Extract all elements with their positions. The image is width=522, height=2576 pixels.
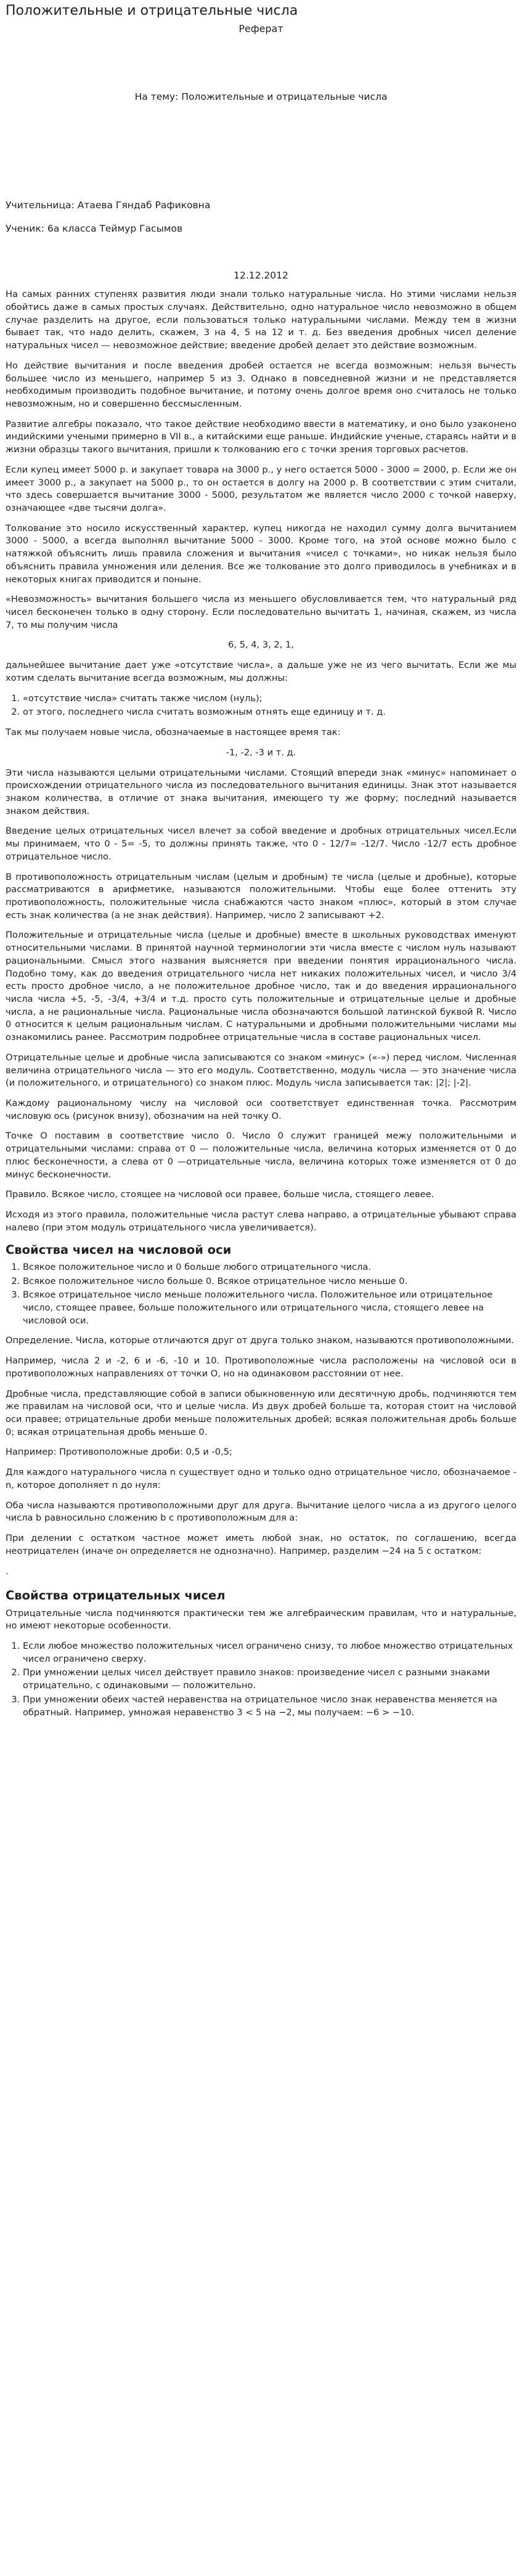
list-item: 1. Всякое положительное число и 0 больше любого отрицательного числа.: [23, 1261, 516, 1274]
list-item: 1. «отсутствие числа» считать также числом (нуль);: [23, 693, 516, 705]
section-heading: Свойства чисел на числовой оси: [6, 1242, 232, 1257]
paragraph: Толкование это носило искусственный характер, купец никогда не находил сумму долга вычитанием 3000 - 5000, а всегда выполнял вычитание 5000 - 3000. Кроме того, на этой основе можно было с натяжкой объяснить лишь правила сложения и вычитания «чисел с точками», но никак нельзя было объяснить правила умножения или деления. Все же толкование это долго приводилось в учебниках и в некоторых книгах приводится и поныне.: [6, 522, 516, 585]
paragraph: Отрицательные числа подчиняются практически тем же алгебраическим правилам, что и натуральные, но имеют некоторые особенности.: [6, 1607, 516, 1631]
paragraph: Дробные числа, представляющие собой в записи обыкновенную или десятичную дробь, подчиняются тем же правилам на числовой оси, что и целые числа. Из двух дробей больше та, которая стоит на числовой оси правее; отрицательные дроби меньше положительных дробей; всякая положительная дробь больше 0; всякая отрицательная дробь меньше 0.: [6, 1388, 516, 1437]
document-subtitle: Реферат: [239, 22, 283, 35]
teacher-line: Учительница: Атаева Гяндаб Рафиковна: [6, 200, 211, 211]
section-heading: Свойства отрицательных чисел: [6, 1588, 226, 1603]
paragraph: Для каждого натурального числа n существует одно и только одно отрицательное число, обозначаемое -n, которое дополняет n до нуля:: [6, 1467, 516, 1490]
paragraph: Исходя из этого правила, положительные числа растут слева направо, а отрицательные убывают справа налево (при этом модуль отрицательного числа увеличивается).: [6, 1209, 516, 1233]
number-series: 6, 5, 4, 3, 2, 1,: [228, 640, 294, 651]
paragraph: Развитие алгебры показало, что такое действие необходимо ввести в математику, и оно было узаконено индийскими учеными примерно в VII в., а китайскими еще раньше. Индийские ученые, стараясь найти и в жизни образцы такого вычитания, пришли к толкованию его с точки зрения торговых расчетов.: [6, 418, 516, 455]
paragraph: При делении с остатком частное может иметь любой знак, но остаток, по соглашению, всегда неотрицателен (иначе он определяется не однозначно). Например, разделим −24 на 5 с остатком:: [6, 1533, 516, 1556]
document-topic: На тему: Положительные и отрицательные числа: [134, 91, 388, 103]
paragraph: Например: Противоположные дроби: 0,5 и -0,5;: [6, 1447, 232, 1458]
paragraph: Оба числа называются противоположными друг для друга. Вычитание целого числа a из другого целого числа b равносильно сложению b с противоположным для a:: [6, 1500, 516, 1524]
numbered-list: [6, 1261, 516, 1328]
stray-dot: .: [6, 1566, 9, 1577]
paragraph: дальнейшее вычитание дает уже «отсутствие числа», а дальше уже не из чего вычитать. Если же мы хотим сделать вычитание всегда возможным, мы должны:: [6, 660, 516, 683]
list-item: 3. Всякое отрицательное число меньше положительного числа. Положительное или отрицательное число, стоящее правее, больше положительного или отрицательного числа, стоящего левее на числовой оси.: [23, 1289, 516, 1327]
numbered-list: [6, 1640, 516, 1719]
list-item: 1. Если любое множество положительных чисел ограничено снизу, то любое множество отрицательных чисел ограничено сверху.: [23, 1640, 516, 1665]
paragraph: Введение целых отрицательных чисел влечет за собой введение и дробных отрицательных чисел.Если мы принимаем, что 0 - 5= -5, то должны принять также, что 0 - 12/7= -12/7. Число -12/7 есть дробное отрицательное число.: [6, 826, 516, 862]
paragraph: Положительные и отрицательные числа (целые и дробные) вместе в школьных руководствах именуют относительными числами. В принятой научной терминологии эти числа вместе с числом нуль называют рациональными. Смысл этого названия выясняется при введении понятия иррационального числа. Подобно тому, как до введения отрицательного числа нет никаких положительных чисел, и число 3/4 есть просто дробное число, а не положительное дробное число, так и до введения иррационального числа числа +5, -5, -3/4, +3/4 и т.д. просто суть положительные и отрицательные целые и дробные числа, а не рациональные числа. Рациональные числа обозначаются большой латинской буквой R. Число 0 относится к целым рациональным числам. С натуральными и дробными положительными числами мы ознакомились ранее. Рассмотрим подробнее отрицательные числа в составе рациональных чисел.: [6, 930, 516, 1043]
paragraph: Так мы получаем новые числа, обозначаемые в настоящее время так:: [6, 727, 341, 738]
paragraph: Например, числа 2 и -2, 6 и -6, -10 и 10. Противоположные числа расположены на числовой оси в противоположных направлениях от точки О, но на одинаковом расстоянии от нее.: [6, 1355, 516, 1379]
list-item: 2. При умножении целых чисел действует правило знаков: произведение чисел с разными знаками отрицательно, с одинаковыми — положительно.: [23, 1667, 516, 1692]
paragraph: Если купец имеет 5000 р. и закупает товара на 3000 р., у него остается 5000 - 3000 = 2000, р. Если же он имеет 3000 р., а закупает на 5000 р., то он остается в долгу на 2000 р. В соответствии с этим считали, что здесь совершается вычитание 3000 - 5000, результатом же является число 2000 с точкой наверху, означающее «две тысячи долга».: [6, 464, 516, 513]
paragraph: Точке О поставим в соответствие число 0. Число 0 служит границей межу положительными и отрицательными числами: справа от 0 — положительные числа, величина которых изменяется от 0 до плюс бесконечности, а слева от 0 —отрицательные числа, величина которых тоже изменяется от 0 до минус бесконечности.: [6, 1131, 516, 1180]
paragraph: «Невозможность» вычитания большего числа из меньшего обусловливается тем, что натуральный ряд чисел бесконечен только в одну сторону. Если последовательно вычитать 1, начиная, скажем, из числа 7, то мы получим числа: [6, 594, 516, 630]
paragraph: Отрицательные целые и дробные числа записываются со знаком «минус» («-») перед числом. Численная величина отрицательного числа — это его модуль. Соответственно, модуль числа — это значение числа (и положительного, и отрицательного) со знаком плюс. Модуль числа записывается так: |2|; |-2|.: [6, 1052, 516, 1089]
paragraph: В противоположность отрицательным числам (целым и дробным) те числа (целые и дробные), которые рассматриваются в арифметике, называются положительными. Чтобы еще более оттенить эту противоположность, положительные числа снабжаются часто знаком «плюс», который в этом случае есть знак количества (а не знак действия). Например, число 2 записывают +2.: [6, 871, 516, 920]
paragraph: Эти числа называются целыми отрицательными числами. Стоящий впереди знак «минус» напоминает о происхождении отрицательного числа из последовательного вычитания единицы. Знак этот называется знаком количества, в отличие от знака вычитания, имеющего ту же форму; последний называется знаком действия.: [6, 767, 516, 816]
paragraph: На самых ранних ступенях развития люди знали только натуральные числа. Но этими числами нельзя обойтись даже в самых простых случаях. Действительно, одно натуральное число невозможно в общем случае разделить на другое, если пользоваться только натуральными числами. Между тем в жизни бывает так, что надо делить, скажем, 3 на 4, 5 на 12 и т. д. Без введения дробных чисел деление натуральных чисел — невозможное действие; введение дробей делает это действие возможным.: [6, 289, 516, 351]
document-title: Положительные и отрицательные числа: [6, 3, 298, 18]
paragraph: Но действие вычитания и после введения дробей остается не всегда возможным: нельзя вычесть большее число из меньшего, например 5 из 3. Однако в повседневной жизни и не представляется необходимым производить подобное вычитание, и потому очень долгое время оно считалось не только невозможным, но и совершенно бессмысленным.: [6, 360, 516, 409]
numbered-list: [6, 693, 516, 719]
document-date: 12.12.2012: [234, 270, 288, 282]
paragraph: Определение. Числа, которые отличаются друг от друга только знаком, называются противоположными.: [6, 1335, 515, 1346]
list-item: 3. При умножении обеих частей неравенства на отрицательное число знак неравенства меняется на обратный. Например, умножая неравенство 3 < 5 на −2, мы получаем: −6 > −10.: [23, 1694, 516, 1719]
negative-number-series: -1, -2, -3 и т. д.: [226, 747, 296, 758]
list-item: 2. от этого, последнего числа считать возможным отнять еще единицу и т. д.: [23, 706, 516, 719]
paragraph: Каждому рациональному числу на числовой оси соответствует единственная точка. Рассмотрим числовую ось (рисунок внизу), обозначим на ней точку О.: [6, 1098, 516, 1121]
paragraph: Правило. Всякое число, стоящее на числовой оси правее, больше числа, стоящего левее.: [6, 1189, 434, 1200]
student-line: Ученик: 6а класса Теймур Гасымов: [6, 223, 183, 235]
list-item: 2. Всякое положительное число больше 0. Всякое отрицательное число меньше 0.: [23, 1275, 516, 1288]
